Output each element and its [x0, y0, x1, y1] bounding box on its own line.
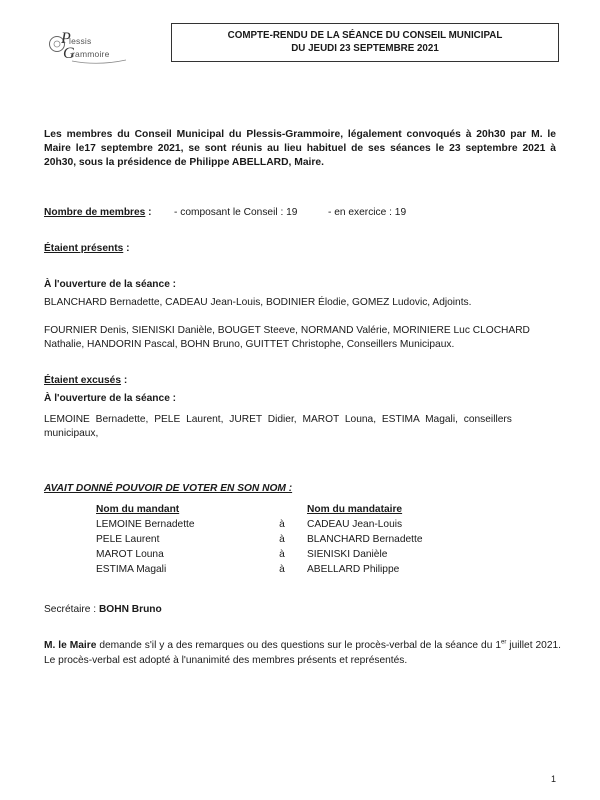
mandataire-cell: BLANCHARD Bernadette: [307, 534, 423, 545]
mandant-cell: LEMOINE Bernadette: [96, 519, 195, 530]
mandant-cell: PELE Laurent: [96, 534, 160, 545]
to-cell: à: [279, 549, 285, 560]
excused-heading-row: [44, 374, 556, 388]
title-line-2: DU JEUDI 23 SEPTEMBRE 2021: [291, 43, 439, 54]
to-cell: à: [279, 519, 285, 530]
mandataire-cell: SIENISKI Danièle: [307, 549, 388, 560]
members-in-office: - en exercice : 19: [328, 207, 407, 218]
to-cell: à: [279, 534, 285, 545]
maire-paragraph: [44, 638, 561, 668]
table-row: [96, 533, 507, 548]
mandant-cell: MAROT Louna: [96, 549, 164, 560]
secretary-row: [44, 603, 556, 617]
excused-opening-heading: À l'ouverture de la séance :: [44, 393, 177, 404]
maire-text-after: juillet 2021. Le procès-verbal est adopté à l'unanimité des membres présents et représentés.: [44, 640, 561, 666]
present-councillors: FOURNIER Denis, SIENISKI Danièle, BOUGET Steeve, NORMAND Valérie, MORINIERE Luc CLOCHARD Nathalie, HANDORIN Pascal, BOHN Bruno, GUITTET Christophe, Conseillers Municipaux.: [44, 325, 530, 350]
col-spacer-header: [257, 503, 307, 518]
maire-subject: M. le Maire: [44, 640, 97, 651]
plessis-grammoire-logo: [48, 26, 128, 68]
present-adjoints: BLANCHARD Bernadette, CADEAU Jean-Louis, BODINIER Élodie, GOMEZ Ludovic, Adjoints.: [44, 297, 472, 308]
col-mandant-header: Nom du mandant: [96, 504, 180, 515]
secretary-name: BOHN Bruno: [98, 604, 162, 615]
to-cell: à: [279, 564, 285, 575]
maire-ordinal-sup: er: [501, 639, 507, 646]
members-composing: - composant le Conseil : 19: [174, 207, 298, 218]
proxy-table: [96, 503, 507, 578]
maire-text-before: demande s'il y a des remarques ou des questions sur le procès-verbal de la séance du 1: [96, 640, 501, 651]
svg-text:G: G: [63, 45, 75, 62]
proxy-heading: AVAIT DONNÉ POUVOIR DE VOTER EN SON NOM :: [44, 483, 293, 494]
present-heading-row: [44, 242, 556, 256]
members-label-suffix: :: [145, 207, 152, 218]
members-label: Nombre de membres: [44, 207, 146, 218]
svg-text:P: P: [61, 30, 71, 47]
excused-heading: Étaient excusés: [44, 375, 122, 386]
logo-text-grammoire: rammoire: [72, 49, 110, 59]
members-count-row: [44, 206, 556, 220]
secretary-label: Secrétaire :: [44, 604, 99, 615]
proxy-table-header: [96, 503, 507, 518]
mandataire-cell: ABELLARD Philippe: [307, 564, 400, 575]
present-heading: Étaient présents: [44, 243, 124, 254]
excused-names: LEMOINE Bernadette, PELE Laurent, JURET Didier, MAROT Louna, ESTIMA Magali, conseillers municipaux,: [44, 414, 512, 439]
excused-heading-suffix: :: [121, 375, 128, 386]
mandant-cell: ESTIMA Magali: [96, 564, 167, 575]
col-mandataire-header: Nom du mandataire: [307, 504, 403, 515]
mandataire-cell: CADEAU Jean-Louis: [307, 519, 403, 530]
intro-paragraph: Les membres du Conseil Municipal du Plessis-Grammoire, légalement convoqués à 20h30 par M. le Maire le17 septembre 2021, se sont réunis au lieu habituel de ses séances le 23 septembre 2021 à 20h30, sous la présidence de Philippe ABELLARD, Maire.: [44, 129, 556, 168]
table-row: [96, 563, 507, 578]
table-row: [96, 518, 507, 533]
present-heading-suffix: :: [123, 243, 130, 254]
present-opening-heading: À l'ouverture de la séance :: [44, 279, 177, 290]
title-line-1: COMPTE-RENDU DE LA SÉANCE DU CONSEIL MUNICIPAL: [227, 30, 503, 41]
document-title-box: [171, 23, 559, 62]
table-row: [96, 548, 507, 563]
page-number: 1: [551, 774, 557, 784]
logo-text-plessis: lessis: [69, 36, 92, 46]
